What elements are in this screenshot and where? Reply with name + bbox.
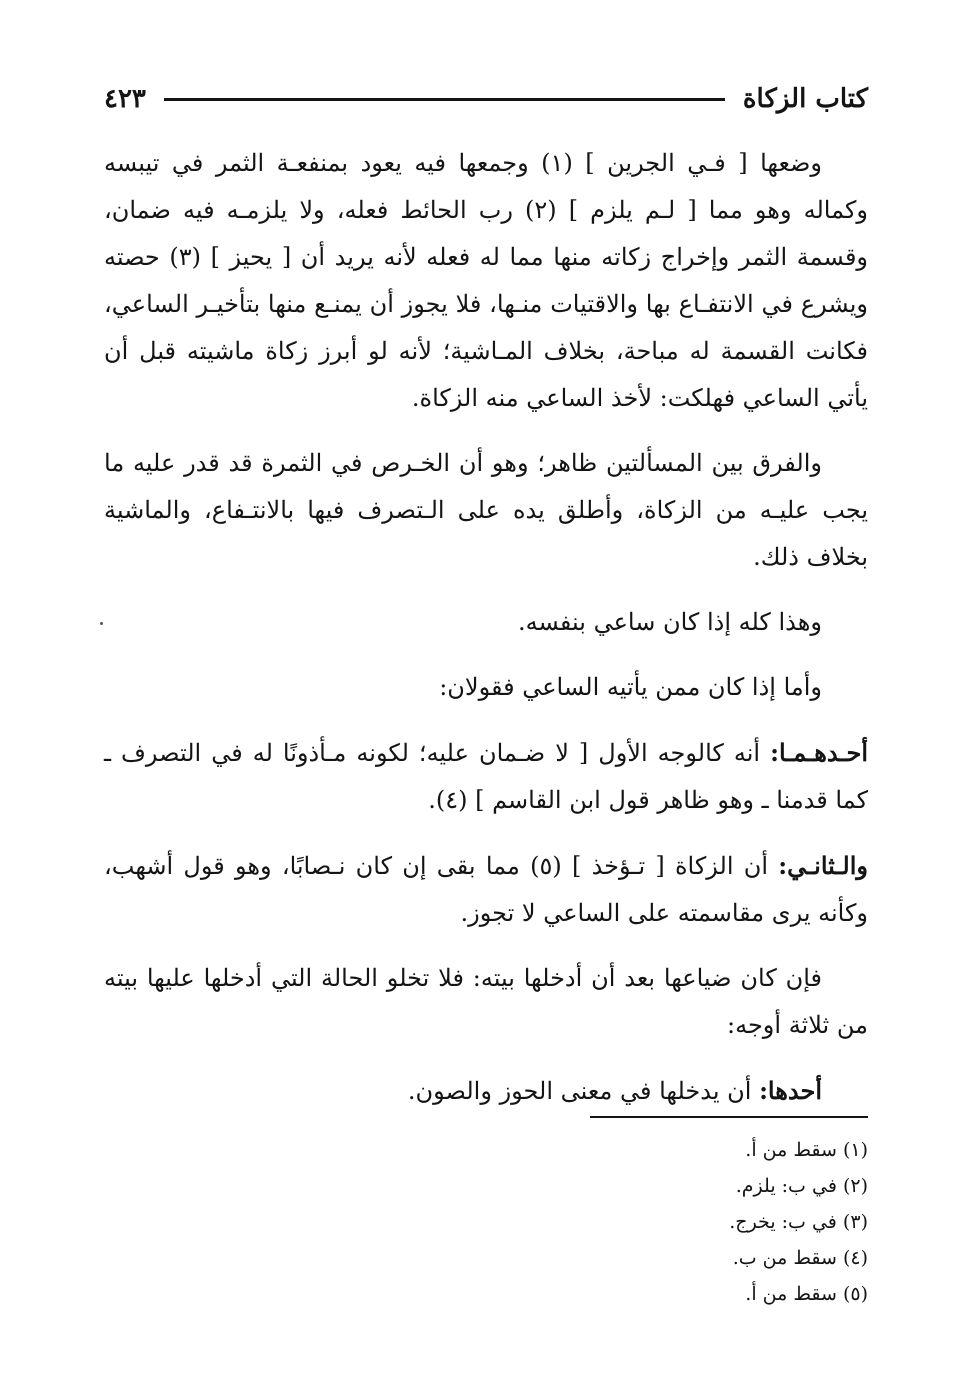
footnote: (٢) في ب: يلزم. (735, 1175, 868, 1197)
paragraph (104, 842, 868, 937)
paragraph-keyword: والـثانـي: (778, 851, 868, 880)
paragraph-text: وأما إذا كان ممن يأتيه الساعي فقولان: (439, 673, 822, 701)
paragraph (104, 729, 868, 824)
paragraph (104, 440, 868, 581)
footnotes (468, 1132, 868, 1312)
paragraph-text: أن يدخلها في معنى الحوز والصون. (407, 1077, 760, 1105)
paragraph-text: أن الزكاة [ تـؤخذ ] (٥) مما بقى إن كان نـصابًا، وهو قول أشهب، وكأنه يرى مقاسمته على الساعي لا تجوز. (104, 852, 868, 927)
footnote-separator (590, 1116, 868, 1118)
paragraph (104, 1067, 868, 1115)
paragraph-text: وضعها [ فـي الجرين ] (١) وجمعها فيه يعود بمنفعـة الثمر في تيبسه وكماله وهو مما [ لـم يلزم ] (٢) رب الحائط فعله، ولا يلزمـه فيه ضمان، وقسمة الثمر وإخراج زكاته منها مما له فعله لأنه يريد أن [ يحيز ] (٣) حصته ويشرع في الانتفـاع بها والاقتيات منـها، فلا يجوز أن يمنـع منها بتأخيـر الساعي، فكانت القسمة له مباحة، بخلاف المـاشية؛ لأنه لو أبرز زكاة ماشيته قبل أن يأتي الساعي فهلكت: لأخذ الساعي منه الزكاة. (104, 149, 869, 412)
paragraph-keyword: أحدها: (759, 1076, 822, 1105)
paragraph-text: فإن كان ضياعها بعد أن أدخلها بيته: فلا تخلو الحالة التي أدخلها عليها بيته من ثلاثة أوجه: (104, 964, 868, 1039)
speck-mark (100, 622, 103, 625)
footnote: (٥) سقط من أ. (745, 1283, 868, 1305)
header-rule (164, 98, 725, 101)
footnote: (٣) في ب: يخرج. (729, 1211, 868, 1233)
paragraph-text: والفرق بين المسألتين ظاهر؛ وهو أن الخـرص في الثمرة قد قدر عليه ما يجب عليـه من الزكاة، وأطلق يده على الـتصرف فيها بالانتـفاع، والماشية بخلاف ذلك. (104, 449, 868, 571)
paragraph (104, 664, 868, 711)
page-number: ٤٢٣ (104, 84, 146, 114)
paragraph-keyword: أحـدهـمـا: (770, 738, 868, 767)
footnote: (٤) سقط من ب. (732, 1247, 868, 1269)
paragraph (104, 599, 868, 646)
chapter-title: كتاب الزكاة (742, 84, 868, 114)
paragraph-text: وهذا كله إذا كان ساعي بنفسه. (518, 608, 822, 636)
paragraph (104, 140, 868, 422)
footnote: (١) سقط من أ. (745, 1139, 868, 1161)
main-text (104, 140, 868, 1115)
running-header (104, 78, 868, 120)
paragraph (104, 955, 868, 1049)
paragraph-text: أنه كالوجه الأول [ لا ضـمان عليه؛ لكونه مـأذونًا له في التصرف ـ كما قدمنا ـ وهو ظاهر قول ابن القاسم ] (٤). (104, 739, 868, 814)
